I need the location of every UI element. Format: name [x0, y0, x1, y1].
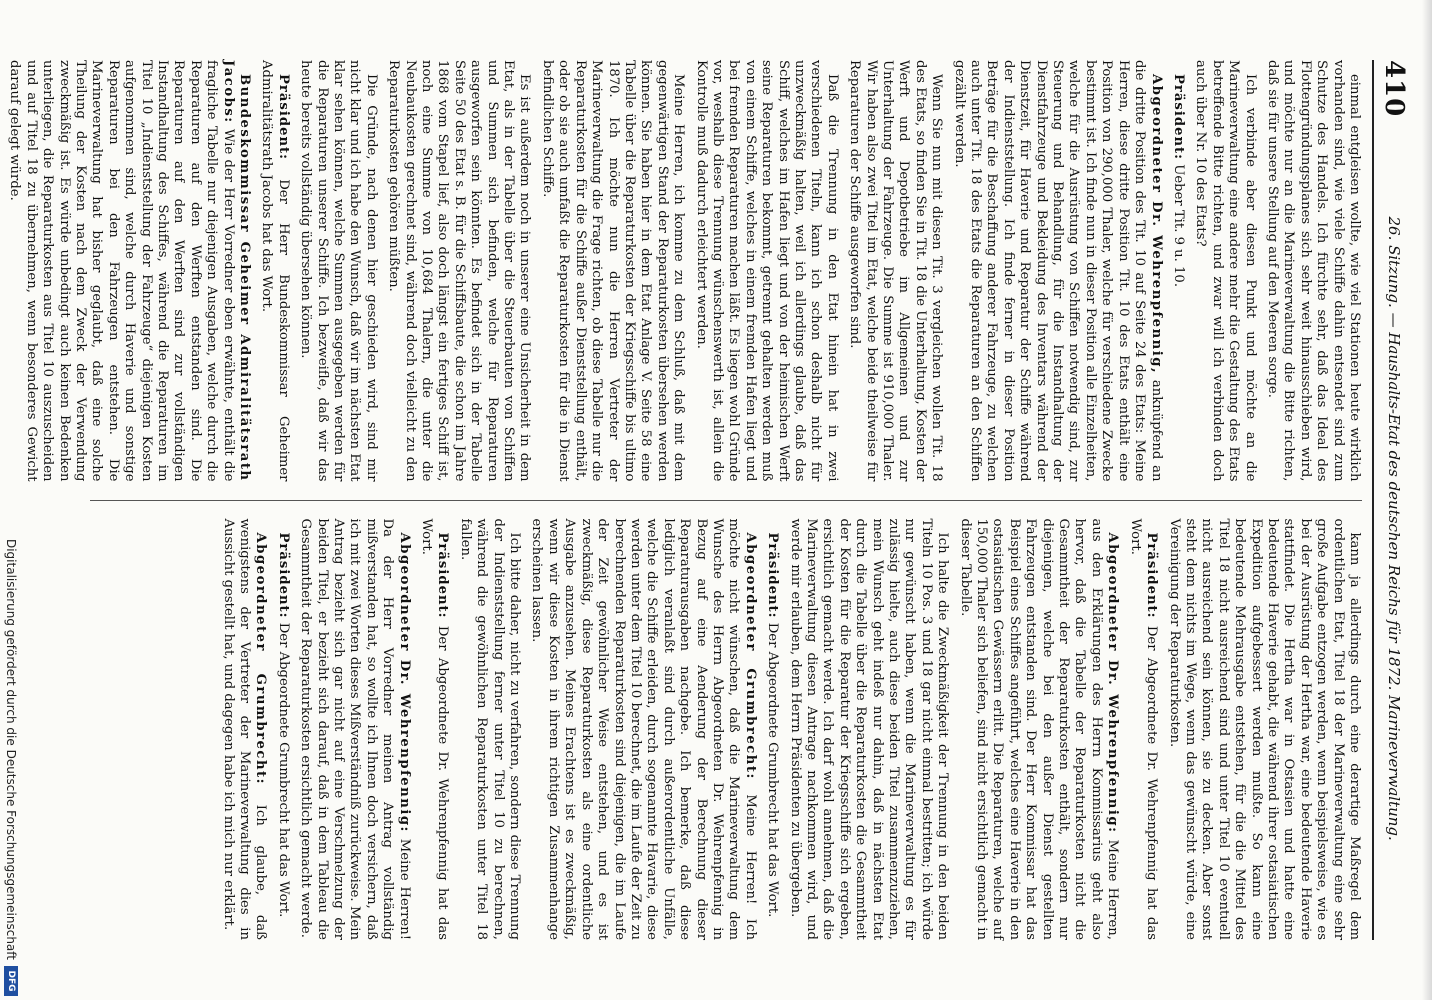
- paragraph-text: Ich glaube, daß wenigstens der Vertreter der Marineverwaltung dies in Aussicht gestellt hat, und dagegen habe ich mich nur erklärt.: [220, 518, 269, 940]
- speaker-label: Abgeordneter Dr. Wehrenpfennig:: [1105, 532, 1121, 834]
- paragraph: kann ja allerdings durch eine derartige Maßregel dem ordentlichen Etat, Titel 18 der Marineverwaltung eine sehr große Aufgabe entzogen werden, wenn beispielsweise, wie es bei der Ausrüstung der Hertha war, eine bedeutende Haverie stattfindet. Die Hertha war in Ostasien und hatte eine bedeutende Haverie gehabt, die während ihrer ostasiatischen Expedition aufgebessert werden mußte. So kann eine bedeutende Mehrausgabe entstehen, für die die Mittel des Titel 18 nicht ausreichend sind und unter Titel 10 eventuell nicht ausreichend sein können, sie zu decken. Aber sonst steht dem nichts im Wege, wenn das gewünscht würde, eine Vereinigung der Reparaturkosten.: [1166, 518, 1362, 940]
- scan-edge-shadow: [1422, 0, 1432, 1000]
- paragraph: [956, 519, 1120, 941]
- digitization-footer: [0, 0, 40, 1000]
- paragraph-text: Meine Herren! Da der Herr Vorredner meinen Antrag vollständig mißverstanden hat, so wollte ich Ihnen doch versichern, daß ich mit zwei Worten dieses Mißverständniß zurückweise. Mein Antrag bezieht sich gar nicht auf eine Verschmelzung der beiden Titel, er bezieht sich darauf, daß in dem Tableau die Gesammtheit der Reparaturkosten ersichtlich gemacht werde.: [298, 518, 412, 940]
- paragraph-text: Der Abgeordnete Dr. Wehrenpfennig hat das Wort.: [1127, 518, 1160, 940]
- column-left: [7, 60, 1362, 482]
- paragraph: [1170, 60, 1186, 482]
- dfg-logo: DFG: [4, 966, 18, 996]
- paragraph: [297, 519, 412, 941]
- paragraph-text: Der Herr Bundeskommissar Geheimer Admiralitätsrath Jacobs hat das Wort.: [259, 60, 291, 482]
- speaker-label: Präsident:: [765, 532, 781, 619]
- paragraph: [258, 60, 291, 482]
- paragraph-text: Der Abgeordnete Dr. Wehrenpfennig hat das Wort.: [419, 518, 451, 940]
- speaker-label: Präsident:: [275, 74, 291, 161]
- paragraph: [950, 60, 1163, 482]
- paragraph: einmal entgleisen wollte, wie viel Stationen heute wirklich vorhanden sind, wie viele Schiffe dahin entsendet sind zum Schutze des Handels. Ich fürchte sehr, daß das Ideal des Flottengründungsplanes sich sehr weit hinausschieben wird, und möchte nur an die Marineverwaltung die Bitte richten, daß sie für unsere Stellung auf den Meeren sorge.: [1264, 60, 1362, 482]
- paragraph-text: anknüpfend an die dritte Position des Tit. 10 auf Seite 24 des Etats: Meine Herren, diese dritte Position Tit. 10 des Etats enthält eine Position von 290,000 Thaler, welche für verschiedene Zwecke bestimmt ist. Ich finde nun in dieser Position alle Einzelheiten, welche für die Ausrüstung von Schiffen notwendig sind, zur Steuerung und Behandlung, für die Instandhaltung der Dienstfahrzeuge und Bekleidung des Inventars während der Dienstzeit, für Haverie und Reparatur der Schiffe während der Indienststellung. Ich finde ferner in dieser Position Beträge für die Beschaffung anderer Fahrzeuge, zu welchen auch unter Tit. 18 des Etats die Reparaturen an den Schiffen gezählt werden.: [951, 60, 1164, 482]
- speaker-label: Präsident:: [1170, 74, 1186, 161]
- speaker-label: Präsident:: [275, 532, 291, 619]
- paragraph-text: Ueber Tit. 9 u. 10.: [1170, 164, 1186, 288]
- paragraph-text: Der Abgeordnete Grumbrecht hat das Wort.: [765, 622, 781, 918]
- paragraph: Ich verbinde aber diesen Punkt und möchte an die Marineverwaltung eine andere mehr die Gestaltung des Etats betreffende Bitte richten, und zwar will ich verbinden doch auch über Nr. 10 des Etats?: [1193, 60, 1258, 482]
- paragraph: [528, 519, 758, 941]
- speaker-label: Abgeordneter Dr. Wehrenpfennig,: [1148, 74, 1164, 375]
- digitization-note: Digitalisierung gefördert durch die Deutsche Forschungsgemeinschaft: [4, 538, 18, 960]
- running-title: 26. Sitzung. — Haushalts-Etat des deutschen Reichs für 1872. Marineverwaltung.: [1385, 216, 1403, 841]
- speaker-label: Abgeordneter Grumbrecht:: [253, 532, 269, 785]
- paragraph: [6, 60, 252, 482]
- paragraph: Die Gründe, nach denen hier geschieden wird, sind mir nicht klar und ich habe den Wunsch, daß wir im nächsten Etat klar sehen können, welche Summen ausgegeben werden für die Reparaturen unserer Schiffe. Ich bezweifle, daß wir das heute bereits vollständig übersehen können.: [298, 60, 379, 482]
- paragraph: Ich halte die Zweckmäßigkeit der Trennung in den beiden Titeln 10 Pos. 3 und 18 gar nicht einmal bestritten; ich würde nur gewünscht haben, wenn die Marineverwaltung es für zulässig hielte, auch diese beiden Titel zusammenzuziehen, mein Wunsch geht indeß nur dahin, daß in nächsten Etat durch die Tabelle über die Reparaturkosten die Gesammtheit der Kosten für die Reparatur der Kriegsschiffe sich ergeben, ersichtlich gemacht werde. Ich darf wohl annehmen, daß die Marineverwaltung diesen Antrage nachkommen wird, und werde mir erlauben, dem Herrn Präsidenten zu übergeben.: [787, 518, 951, 940]
- speaker-label: Präsident:: [1144, 532, 1160, 619]
- paragraph: [1126, 519, 1159, 941]
- paragraph-text: Meine Herren! Ich möchte nicht wünschen, daß die Marineverwaltung dem Wunsche des Herrn Abgeordneten Dr. Wehrenpfennig in Bezug auf eine Aenderung der Berechnung dieser Reparaturausgaben nachgebe. Ich bemerke, daß diese lediglich veranlaßt sind durch außerordentliche Unfälle, welche die Schiffe erleiden, durch sogenannte Havarie, diese werden unter dem Titel 10 berechnet, die im Laufe der Zeit zu berechnenden Reparaturkosten sind diejenigen, die im Laufe der Zeit gewöhnlicher Weise entstehen, und es ist zweckmäßig, diese Reparaturkosten als eine ordentliche Ausgabe anzusehen. Meines Erachtens ist es zweckmäßig, wenn wir diese Kosten in ihrem richtigen Zusammenhange erscheinen lassen.: [529, 518, 758, 940]
- paragraph-text: Wie der Herr Vorredner eben erwähnte, enthält die fragliche Tabelle nur diejenigen Ausgaben, welche durch die Reparaturen auf den Werften entstanden sind. Die Reparaturen auf den Werften sind zur vollständigen Instandhaltung des Schiffes, während die Reparaturen im Titel 10 „Indienststellung der Fahrzeuge“ diejenigen Kosten aufgenommen sind, welche durch Haverie und sonstige Reparaturen bei den Fahrzeugen entstehen. Die Marineverwaltung hat bisher geglaubt, daß eine solche Theilung der Kosten nach dem Zweck der Verwendung zweckmäßig ist. Es würde unbedingt auch keinen Bedenken unterliegen, die Reparaturkosten aus Titel 10 auszuscheiden und auf Titel 18 zu übernehmen, wenn besonderes Gewicht darauf gelegt würde.: [7, 60, 236, 482]
- paragraph: Meine Herren, ich komme zu dem Schluß, daß mit dem gegenwärtigen Stand der Reparaturkosten übersehen werden können. Sie haben hier in dem Etat Anlage V. Seite 58 eine Tabelle über die Reparaturkosten der Kriegsschiffe bis ultimo 1870. Ich möchte nun die Herren Vertreter der Marineverwaltung die Frage richten, ob diese Tabelle nur die Reparaturkosten für die Schiffe außer Dienststellung enthält, oder ob sie auch umfaßt die Reparaturkosten für die in Dienst befindlichen Schiffe.: [539, 60, 687, 482]
- paragraph: [418, 519, 451, 941]
- paragraph-text: Der Abgeordnete Grumbrecht hat das Wort.: [275, 622, 291, 918]
- speaker-label: Präsident:: [435, 532, 451, 619]
- column-right: [90, 519, 1362, 941]
- paragraph-text: Meine Herren, aus den Erklärungen des Herrn Kommissarius geht also hervor, daß die Tabelle der Reparaturkosten nicht die Gesammtheit der Reparaturkosten enthält, sondern nur diejenigen, welche bei den außer Dienst gestellten Fahrzeugen entstanden sind. Der Herr Kommissar hat das Beispiel eines Schiffes angeführt, welches eine Haverie in den ostasiatischen Gewässern erlitt. Die Reparaturen, welche auf 150,000 Thaler sich beliefen, sind nicht ersichtlich gemacht in dieser Tabelle.: [957, 518, 1121, 940]
- paragraph: Es ist außerdem noch in unserer eine Unsicherheit in dem Etat, als in der Tabelle über die Steuerbauten von Schiffen und Summen sich befinden, welche für Reparaturen ausgeworfen sein könnten. Es befindet sich in der Tabelle Seite 50 des Etat s. B. für die Schiffsbaute, die schon im Jahre 1868 vom Stapel lief, also doch längst ein fertiges Schiff ist, noch eine Summe von 10,684 Thalern, die unter die Neubaukosten gerechnet sind, während doch vielleicht zu den Reparaturkosten gehören müßten.: [386, 60, 533, 482]
- paragraph: Daß die Trennung in den Etat hinein hat in zwei verschiedenen Titeln, kann ich schon deshalb nicht für unzweckmäßig halten, weil ich allerdings glaube, daß das Schiff, welches im Hafen liegt und von der heimischen Werft seine Reparaturen bekommt, getrennt gehalten werden muß von einem Schiffe, welches in einem fremden Hafen liegt und bei fremden Reparaturen machen läßt. Es liegen wohl Gründe vor, weshalb diese Trennung wünschenswerth ist, allein die Kontrolle muß dadurch erleichtert werden.: [693, 60, 840, 482]
- paragraph: [274, 519, 290, 941]
- paragraph: [219, 519, 268, 941]
- page-header: [1372, 60, 1414, 940]
- paragraph: Ich bitte daher, nicht zu verfahren, sondern diese Trennung der Indienststellung ferner unter Titel 10 zu berechnen, während die gewöhnlichen Reparaturkosten unter Titel 18 fallen.: [457, 518, 523, 940]
- speaker-label: Bundeskommissar Geheimer Admiralitätsrath Jacobs:: [220, 60, 252, 482]
- column-divider: [90, 500, 1362, 501]
- paragraph: Wenn Sie nun mit diesen Tit. 3 vergleichen wollen Tit. 18 des Etats, so finden Sie in Tit. 18 die Unterhaltung, Kosten der Werft und Depotbetriebe im Allgemeinen und zur Unterhaltung der Fahrzeuge. Die Summe ist 910,000 Thaler. Wir haben also zwei Titel im Etat, welche beide theilweise für Reparaturen der Schiffe ausgeworfen sind.: [847, 60, 945, 482]
- speaker-label: Abgeordneter Grumbrecht:: [742, 532, 758, 780]
- page-number: 410: [1379, 60, 1409, 118]
- paragraph: [764, 519, 780, 941]
- speaker-label: Abgeordneter Dr. Wehrenpfennig:: [396, 532, 412, 833]
